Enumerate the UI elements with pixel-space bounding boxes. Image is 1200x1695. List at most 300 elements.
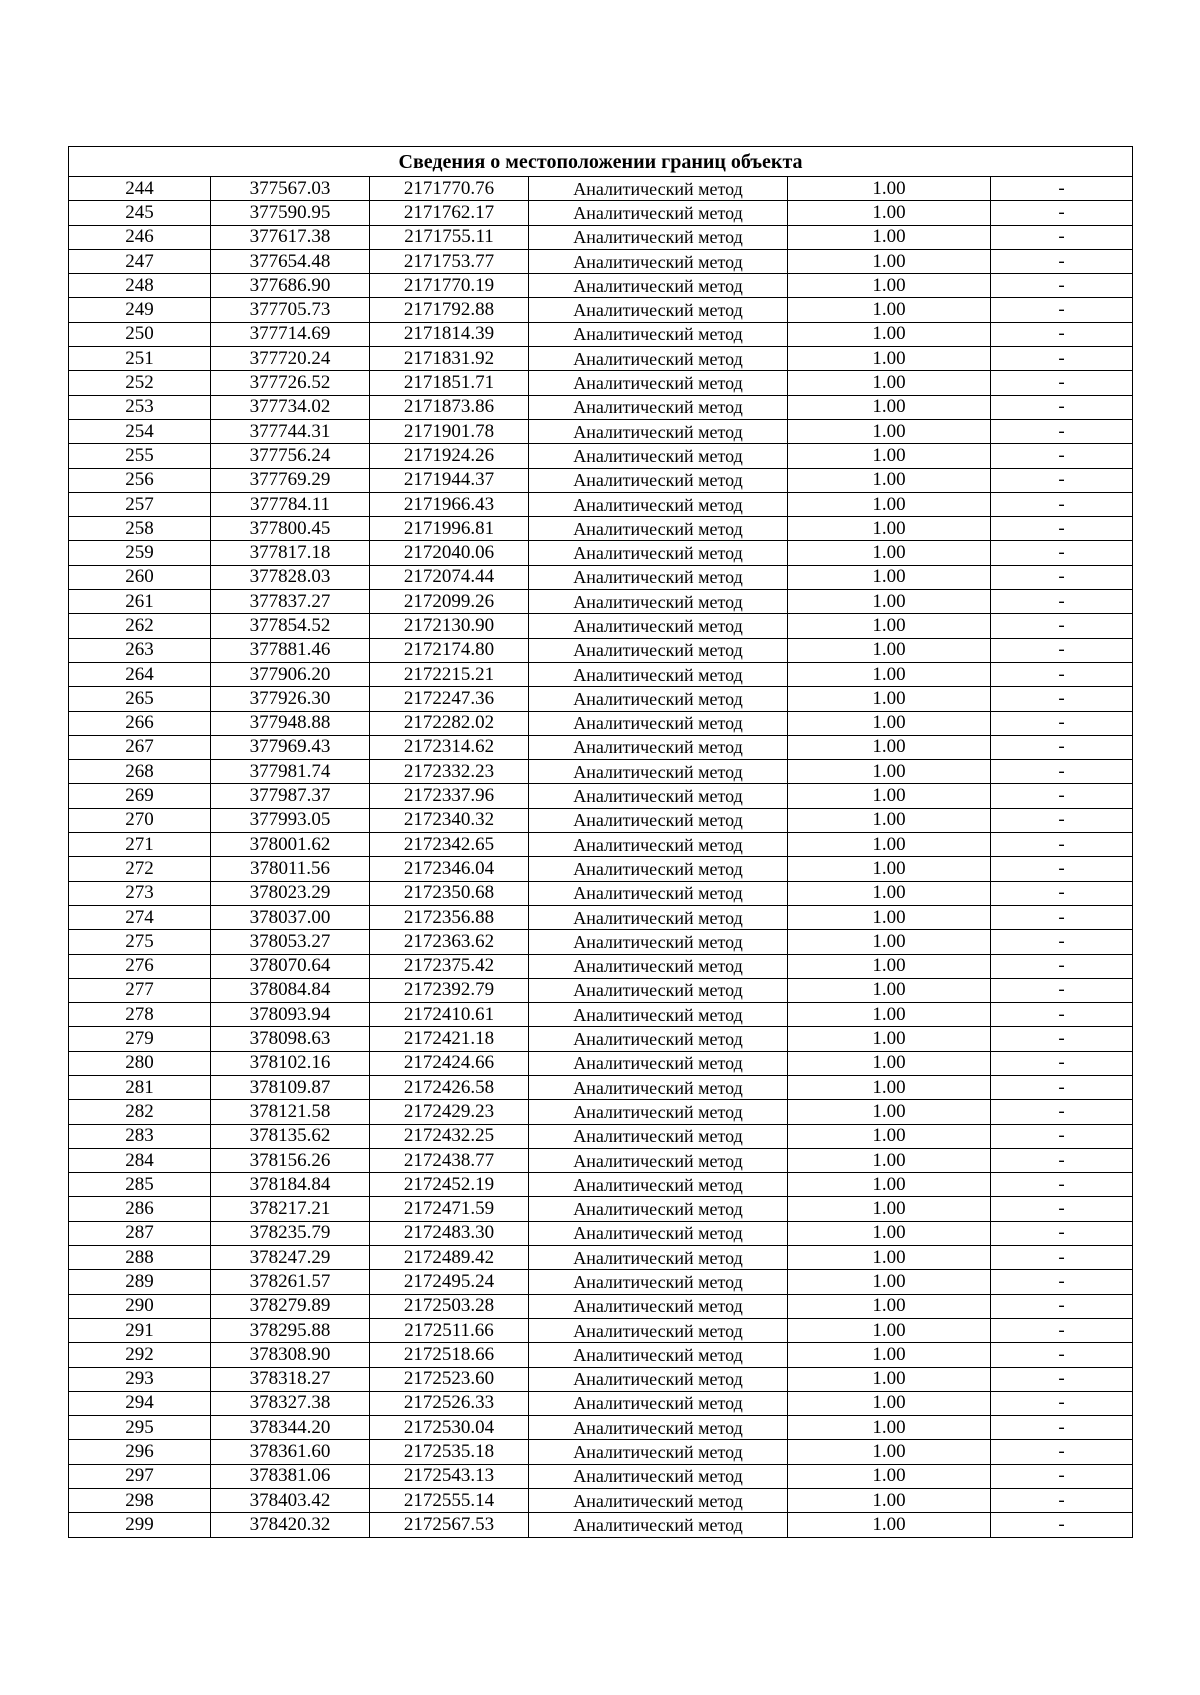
x-coordinate-cell: 378037.00: [211, 905, 370, 929]
x-coordinate-cell: 378295.88: [211, 1318, 370, 1342]
point-number-cell: 248: [69, 274, 211, 298]
point-number-cell: 277: [69, 978, 211, 1002]
table-row: [69, 1246, 1133, 1270]
y-coordinate-cell: 2172074.44: [370, 565, 529, 589]
accuracy-cell: 1.00: [788, 1148, 991, 1172]
table-row: [69, 638, 1133, 662]
point-number-cell: 246: [69, 225, 211, 249]
x-coordinate-cell: 377720.24: [211, 347, 370, 371]
y-coordinate-cell: 2172340.32: [370, 808, 529, 832]
description-cell: -: [991, 1173, 1133, 1197]
method-cell: Аналитический метод: [529, 1221, 788, 1245]
point-number-cell: 278: [69, 1003, 211, 1027]
table-row: [69, 541, 1133, 565]
table-row: [69, 322, 1133, 346]
method-cell: Аналитический метод: [529, 565, 788, 589]
method-cell: Аналитический метод: [529, 857, 788, 881]
x-coordinate-cell: 377705.73: [211, 298, 370, 322]
y-coordinate-cell: 2172130.90: [370, 614, 529, 638]
table-row: [69, 687, 1133, 711]
accuracy-cell: 1.00: [788, 614, 991, 638]
method-cell: Аналитический метод: [529, 1318, 788, 1342]
accuracy-cell: 1.00: [788, 833, 991, 857]
x-coordinate-cell: 377617.38: [211, 225, 370, 249]
description-cell: -: [991, 1318, 1133, 1342]
point-number-cell: 283: [69, 1124, 211, 1148]
x-coordinate-cell: 378156.26: [211, 1148, 370, 1172]
method-cell: Аналитический метод: [529, 687, 788, 711]
description-cell: -: [991, 881, 1133, 905]
table-row: [69, 1051, 1133, 1075]
table-row: [69, 444, 1133, 468]
y-coordinate-cell: 2172314.62: [370, 735, 529, 759]
x-coordinate-cell: 378011.56: [211, 857, 370, 881]
description-cell: -: [991, 1416, 1133, 1440]
method-cell: Аналитический метод: [529, 1440, 788, 1464]
accuracy-cell: 1.00: [788, 371, 991, 395]
y-coordinate-cell: 2172567.53: [370, 1513, 529, 1537]
x-coordinate-cell: 377969.43: [211, 735, 370, 759]
table-row: [69, 857, 1133, 881]
method-cell: Аналитический метод: [529, 638, 788, 662]
table-row: [69, 468, 1133, 492]
accuracy-cell: 1.00: [788, 249, 991, 273]
accuracy-cell: 1.00: [788, 444, 991, 468]
method-cell: Аналитический метод: [529, 274, 788, 298]
y-coordinate-cell: 2172356.88: [370, 905, 529, 929]
description-cell: -: [991, 784, 1133, 808]
method-cell: Аналитический метод: [529, 419, 788, 443]
description-cell: -: [991, 201, 1133, 225]
description-cell: -: [991, 225, 1133, 249]
x-coordinate-cell: 378001.62: [211, 833, 370, 857]
accuracy-cell: 1.00: [788, 1294, 991, 1318]
accuracy-cell: 1.00: [788, 517, 991, 541]
accuracy-cell: 1.00: [788, 201, 991, 225]
description-cell: -: [991, 1051, 1133, 1075]
table-row: [69, 1027, 1133, 1051]
accuracy-cell: 1.00: [788, 905, 991, 929]
method-cell: Аналитический метод: [529, 492, 788, 516]
y-coordinate-cell: 2172518.66: [370, 1343, 529, 1367]
table-body: [69, 177, 1133, 1538]
method-cell: Аналитический метод: [529, 298, 788, 322]
table-title: Сведения о местоположении границ объекта: [69, 147, 1133, 177]
method-cell: Аналитический метод: [529, 905, 788, 929]
description-cell: -: [991, 298, 1133, 322]
accuracy-cell: 1.00: [788, 857, 991, 881]
table-row: [69, 492, 1133, 516]
method-cell: Аналитический метод: [529, 735, 788, 759]
point-number-cell: 287: [69, 1221, 211, 1245]
method-cell: Аналитический метод: [529, 590, 788, 614]
x-coordinate-cell: 378344.20: [211, 1416, 370, 1440]
method-cell: Аналитический метод: [529, 1100, 788, 1124]
table-row: [69, 1148, 1133, 1172]
method-cell: Аналитический метод: [529, 444, 788, 468]
table-row: [69, 177, 1133, 201]
method-cell: Аналитический метод: [529, 541, 788, 565]
point-number-cell: 254: [69, 419, 211, 443]
method-cell: Аналитический метод: [529, 371, 788, 395]
description-cell: -: [991, 517, 1133, 541]
accuracy-cell: 1.00: [788, 1221, 991, 1245]
description-cell: -: [991, 492, 1133, 516]
method-cell: Аналитический метод: [529, 930, 788, 954]
x-coordinate-cell: 377784.11: [211, 492, 370, 516]
y-coordinate-cell: 2172282.02: [370, 711, 529, 735]
table-row: [69, 590, 1133, 614]
point-number-cell: 280: [69, 1051, 211, 1075]
accuracy-cell: 1.00: [788, 419, 991, 443]
y-coordinate-cell: 2172432.25: [370, 1124, 529, 1148]
point-number-cell: 270: [69, 808, 211, 832]
y-coordinate-cell: 2172342.65: [370, 833, 529, 857]
table-row: [69, 978, 1133, 1002]
table-row: [69, 1367, 1133, 1391]
table-row: [69, 954, 1133, 978]
description-cell: -: [991, 1003, 1133, 1027]
x-coordinate-cell: 378318.27: [211, 1367, 370, 1391]
y-coordinate-cell: 2172438.77: [370, 1148, 529, 1172]
method-cell: Аналитический метод: [529, 881, 788, 905]
accuracy-cell: 1.00: [788, 930, 991, 954]
table-row: [69, 517, 1133, 541]
accuracy-cell: 1.00: [788, 1343, 991, 1367]
point-number-cell: 259: [69, 541, 211, 565]
table-row: [69, 711, 1133, 735]
description-cell: -: [991, 541, 1133, 565]
method-cell: Аналитический метод: [529, 1513, 788, 1537]
y-coordinate-cell: 2171770.76: [370, 177, 529, 201]
point-number-cell: 252: [69, 371, 211, 395]
point-number-cell: 297: [69, 1464, 211, 1488]
y-coordinate-cell: 2171770.19: [370, 274, 529, 298]
point-number-cell: 244: [69, 177, 211, 201]
accuracy-cell: 1.00: [788, 177, 991, 201]
point-number-cell: 285: [69, 1173, 211, 1197]
point-number-cell: 279: [69, 1027, 211, 1051]
accuracy-cell: 1.00: [788, 1027, 991, 1051]
method-cell: Аналитический метод: [529, 1464, 788, 1488]
table-row: [69, 1100, 1133, 1124]
point-number-cell: 290: [69, 1294, 211, 1318]
y-coordinate-cell: 2172555.14: [370, 1489, 529, 1513]
description-cell: -: [991, 1221, 1133, 1245]
table-row: [69, 274, 1133, 298]
y-coordinate-cell: 2172421.18: [370, 1027, 529, 1051]
x-coordinate-cell: 378381.06: [211, 1464, 370, 1488]
x-coordinate-cell: 377817.18: [211, 541, 370, 565]
y-coordinate-cell: 2172429.23: [370, 1100, 529, 1124]
x-coordinate-cell: 378023.29: [211, 881, 370, 905]
point-number-cell: 291: [69, 1318, 211, 1342]
method-cell: Аналитический метод: [529, 711, 788, 735]
y-coordinate-cell: 2172040.06: [370, 541, 529, 565]
description-cell: -: [991, 1246, 1133, 1270]
point-number-cell: 299: [69, 1513, 211, 1537]
method-cell: Аналитический метод: [529, 808, 788, 832]
description-cell: -: [991, 1148, 1133, 1172]
accuracy-cell: 1.00: [788, 1270, 991, 1294]
method-cell: Аналитический метод: [529, 1367, 788, 1391]
y-coordinate-cell: 2171966.43: [370, 492, 529, 516]
method-cell: Аналитический метод: [529, 833, 788, 857]
method-cell: Аналитический метод: [529, 1173, 788, 1197]
x-coordinate-cell: 378308.90: [211, 1343, 370, 1367]
y-coordinate-cell: 2172543.13: [370, 1464, 529, 1488]
point-number-cell: 263: [69, 638, 211, 662]
table-row: [69, 808, 1133, 832]
description-cell: -: [991, 954, 1133, 978]
description-cell: -: [991, 833, 1133, 857]
x-coordinate-cell: 378361.60: [211, 1440, 370, 1464]
y-coordinate-cell: 2172215.21: [370, 662, 529, 686]
description-cell: -: [991, 1294, 1133, 1318]
description-cell: -: [991, 930, 1133, 954]
x-coordinate-cell: 378403.42: [211, 1489, 370, 1513]
accuracy-cell: 1.00: [788, 225, 991, 249]
accuracy-cell: 1.00: [788, 347, 991, 371]
accuracy-cell: 1.00: [788, 1124, 991, 1148]
table-row: [69, 1197, 1133, 1221]
table-row: [69, 225, 1133, 249]
accuracy-cell: 1.00: [788, 322, 991, 346]
accuracy-cell: 1.00: [788, 638, 991, 662]
table-row: [69, 1416, 1133, 1440]
point-number-cell: 294: [69, 1391, 211, 1415]
description-cell: -: [991, 1075, 1133, 1099]
x-coordinate-cell: 377734.02: [211, 395, 370, 419]
method-cell: Аналитический метод: [529, 1416, 788, 1440]
table-row: [69, 760, 1133, 784]
y-coordinate-cell: 2172503.28: [370, 1294, 529, 1318]
method-cell: Аналитический метод: [529, 322, 788, 346]
point-number-cell: 245: [69, 201, 211, 225]
y-coordinate-cell: 2171996.81: [370, 517, 529, 541]
method-cell: Аналитический метод: [529, 954, 788, 978]
accuracy-cell: 1.00: [788, 492, 991, 516]
x-coordinate-cell: 378102.16: [211, 1051, 370, 1075]
table-row: [69, 662, 1133, 686]
y-coordinate-cell: 2171944.37: [370, 468, 529, 492]
point-number-cell: 272: [69, 857, 211, 881]
description-cell: -: [991, 1367, 1133, 1391]
accuracy-cell: 1.00: [788, 1075, 991, 1099]
y-coordinate-cell: 2172526.33: [370, 1391, 529, 1415]
accuracy-cell: 1.00: [788, 1100, 991, 1124]
method-cell: Аналитический метод: [529, 1051, 788, 1075]
method-cell: Аналитический метод: [529, 201, 788, 225]
description-cell: -: [991, 419, 1133, 443]
method-cell: Аналитический метод: [529, 1343, 788, 1367]
table-row: [69, 614, 1133, 638]
point-number-cell: 256: [69, 468, 211, 492]
point-number-cell: 262: [69, 614, 211, 638]
x-coordinate-cell: 378070.64: [211, 954, 370, 978]
y-coordinate-cell: 2172424.66: [370, 1051, 529, 1075]
table-row: [69, 1124, 1133, 1148]
table-row: [69, 1489, 1133, 1513]
accuracy-cell: 1.00: [788, 1440, 991, 1464]
description-cell: -: [991, 565, 1133, 589]
method-cell: Аналитический метод: [529, 760, 788, 784]
accuracy-cell: 1.00: [788, 274, 991, 298]
method-cell: Аналитический метод: [529, 177, 788, 201]
method-cell: Аналитический метод: [529, 468, 788, 492]
x-coordinate-cell: 377981.74: [211, 760, 370, 784]
y-coordinate-cell: 2171924.26: [370, 444, 529, 468]
x-coordinate-cell: 378279.89: [211, 1294, 370, 1318]
x-coordinate-cell: 378261.57: [211, 1270, 370, 1294]
point-number-cell: 269: [69, 784, 211, 808]
y-coordinate-cell: 2172363.62: [370, 930, 529, 954]
description-cell: -: [991, 978, 1133, 1002]
point-number-cell: 284: [69, 1148, 211, 1172]
point-number-cell: 273: [69, 881, 211, 905]
accuracy-cell: 1.00: [788, 1464, 991, 1488]
y-coordinate-cell: 2172392.79: [370, 978, 529, 1002]
point-number-cell: 288: [69, 1246, 211, 1270]
y-coordinate-cell: 2171753.77: [370, 249, 529, 273]
table-row: [69, 249, 1133, 273]
point-number-cell: 258: [69, 517, 211, 541]
point-number-cell: 265: [69, 687, 211, 711]
description-cell: -: [991, 1513, 1133, 1537]
method-cell: Аналитический метод: [529, 1197, 788, 1221]
accuracy-cell: 1.00: [788, 711, 991, 735]
point-number-cell: 275: [69, 930, 211, 954]
description-cell: -: [991, 1270, 1133, 1294]
accuracy-cell: 1.00: [788, 687, 991, 711]
x-coordinate-cell: 377744.31: [211, 419, 370, 443]
accuracy-cell: 1.00: [788, 565, 991, 589]
table-row: [69, 1464, 1133, 1488]
accuracy-cell: 1.00: [788, 395, 991, 419]
y-coordinate-cell: 2172174.80: [370, 638, 529, 662]
accuracy-cell: 1.00: [788, 590, 991, 614]
y-coordinate-cell: 2172346.04: [370, 857, 529, 881]
table-row: [69, 1318, 1133, 1342]
table-row: [69, 1270, 1133, 1294]
method-cell: Аналитический метод: [529, 1294, 788, 1318]
accuracy-cell: 1.00: [788, 541, 991, 565]
method-cell: Аналитический метод: [529, 517, 788, 541]
y-coordinate-cell: 2171755.11: [370, 225, 529, 249]
y-coordinate-cell: 2172426.58: [370, 1075, 529, 1099]
accuracy-cell: 1.00: [788, 954, 991, 978]
point-number-cell: 289: [69, 1270, 211, 1294]
x-coordinate-cell: 377948.88: [211, 711, 370, 735]
description-cell: -: [991, 444, 1133, 468]
method-cell: Аналитический метод: [529, 1270, 788, 1294]
x-coordinate-cell: 377756.24: [211, 444, 370, 468]
x-coordinate-cell: 377854.52: [211, 614, 370, 638]
table-row: [69, 1173, 1133, 1197]
description-cell: -: [991, 638, 1133, 662]
y-coordinate-cell: 2172535.18: [370, 1440, 529, 1464]
x-coordinate-cell: 377654.48: [211, 249, 370, 273]
point-number-cell: 271: [69, 833, 211, 857]
point-number-cell: 293: [69, 1367, 211, 1391]
accuracy-cell: 1.00: [788, 978, 991, 1002]
point-number-cell: 264: [69, 662, 211, 686]
point-number-cell: 257: [69, 492, 211, 516]
description-cell: -: [991, 735, 1133, 759]
x-coordinate-cell: 378217.21: [211, 1197, 370, 1221]
x-coordinate-cell: 377769.29: [211, 468, 370, 492]
x-coordinate-cell: 377686.90: [211, 274, 370, 298]
description-cell: -: [991, 905, 1133, 929]
x-coordinate-cell: 377926.30: [211, 687, 370, 711]
accuracy-cell: 1.00: [788, 1173, 991, 1197]
y-coordinate-cell: 2172247.36: [370, 687, 529, 711]
description-cell: -: [991, 760, 1133, 784]
y-coordinate-cell: 2172452.19: [370, 1173, 529, 1197]
y-coordinate-cell: 2172337.96: [370, 784, 529, 808]
description-cell: -: [991, 711, 1133, 735]
x-coordinate-cell: 377837.27: [211, 590, 370, 614]
y-coordinate-cell: 2172471.59: [370, 1197, 529, 1221]
y-coordinate-cell: 2172489.42: [370, 1246, 529, 1270]
table-row: [69, 930, 1133, 954]
point-number-cell: 266: [69, 711, 211, 735]
table-header-row: [69, 147, 1133, 177]
method-cell: Аналитический метод: [529, 1075, 788, 1099]
method-cell: Аналитический метод: [529, 1148, 788, 1172]
x-coordinate-cell: 377714.69: [211, 322, 370, 346]
x-coordinate-cell: 378184.84: [211, 1173, 370, 1197]
table-row: [69, 419, 1133, 443]
x-coordinate-cell: 377828.03: [211, 565, 370, 589]
description-cell: -: [991, 1391, 1133, 1415]
table-row: [69, 201, 1133, 225]
x-coordinate-cell: 377800.45: [211, 517, 370, 541]
table-row: [69, 395, 1133, 419]
x-coordinate-cell: 378109.87: [211, 1075, 370, 1099]
x-coordinate-cell: 377987.37: [211, 784, 370, 808]
y-coordinate-cell: 2172375.42: [370, 954, 529, 978]
accuracy-cell: 1.00: [788, 808, 991, 832]
description-cell: -: [991, 590, 1133, 614]
x-coordinate-cell: 377590.95: [211, 201, 370, 225]
x-coordinate-cell: 378121.58: [211, 1100, 370, 1124]
table-row: [69, 1343, 1133, 1367]
point-number-cell: 247: [69, 249, 211, 273]
method-cell: Аналитический метод: [529, 614, 788, 638]
description-cell: -: [991, 614, 1133, 638]
point-number-cell: 255: [69, 444, 211, 468]
x-coordinate-cell: 378327.38: [211, 1391, 370, 1415]
accuracy-cell: 1.00: [788, 662, 991, 686]
description-cell: -: [991, 1197, 1133, 1221]
description-cell: -: [991, 662, 1133, 686]
x-coordinate-cell: 377993.05: [211, 808, 370, 832]
point-number-cell: 250: [69, 322, 211, 346]
y-coordinate-cell: 2172511.66: [370, 1318, 529, 1342]
accuracy-cell: 1.00: [788, 1051, 991, 1075]
accuracy-cell: 1.00: [788, 784, 991, 808]
accuracy-cell: 1.00: [788, 298, 991, 322]
description-cell: -: [991, 468, 1133, 492]
accuracy-cell: 1.00: [788, 1416, 991, 1440]
x-coordinate-cell: 377906.20: [211, 662, 370, 686]
method-cell: Аналитический метод: [529, 395, 788, 419]
table-row: [69, 1294, 1133, 1318]
point-number-cell: 296: [69, 1440, 211, 1464]
x-coordinate-cell: 378098.63: [211, 1027, 370, 1051]
table-row: [69, 1391, 1133, 1415]
